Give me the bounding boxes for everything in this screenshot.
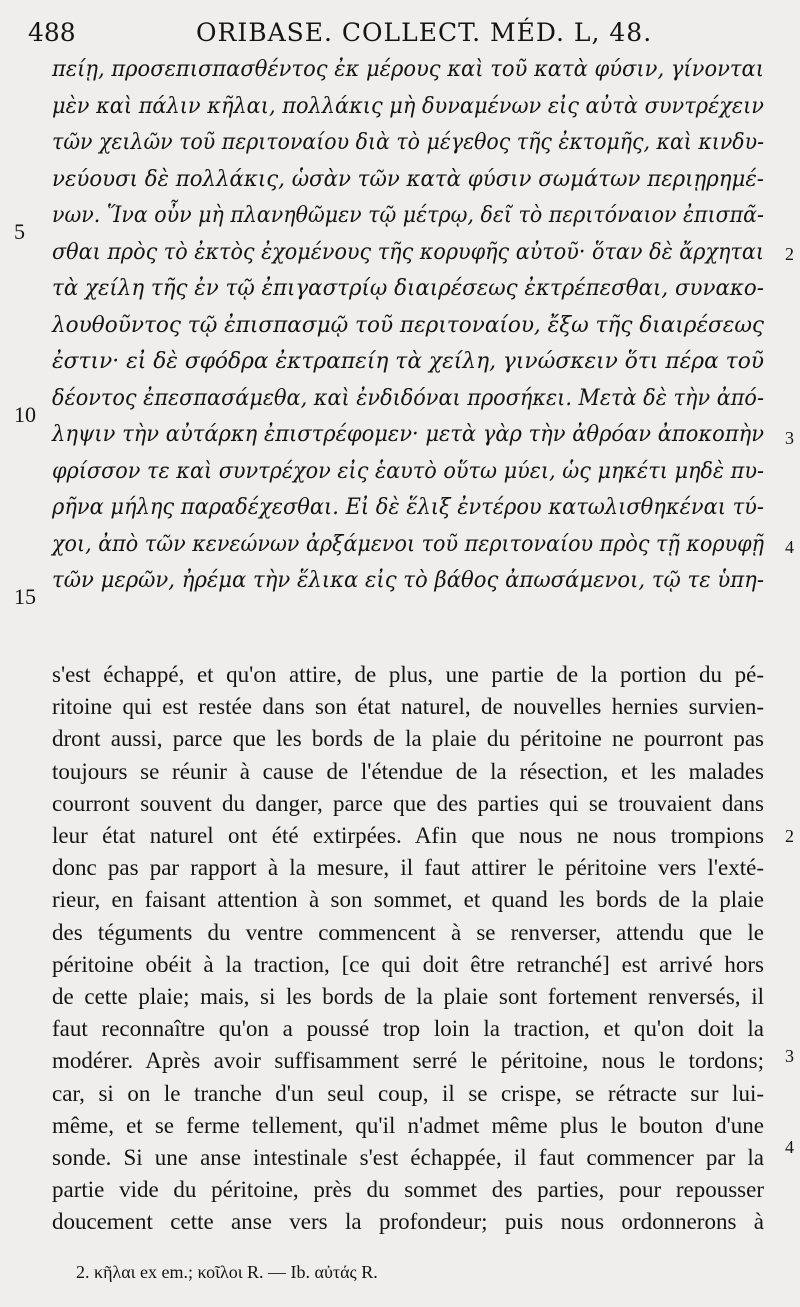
margin-number: 3 <box>785 1046 794 1066</box>
line-number: 15 <box>14 584 36 609</box>
french-line: de cette plaie; mais, si les bords de la plaie sont fortement renversés, il <box>52 984 764 1009</box>
margin-number: 4 <box>785 537 794 557</box>
french-line: même, et se ferme tellement, qu'il n'admet même plus le bouton d'une <box>52 1112 764 1138</box>
greek-line: μὲν καὶ πάλιν κῆλαι, πολλάκις μὴ δυναμένων εἰς αὐτὰ συντρέχειν <box>52 92 764 119</box>
french-line: péritoine obéit à la traction, [ce qui doit être retranché] est arrivé hors <box>52 951 764 977</box>
french-line: modérer. Après avoir suffisamment serré le péritoine, nous le tordons; <box>52 1048 764 1074</box>
line-number: 5 <box>14 219 25 244</box>
french-line: ritoine qui est restée dans son état naturel, de nouvelles hernies survien- <box>52 694 764 720</box>
greek-line: πείῃ, προσεπισπασθέντος ἐκ μέρους καὶ τοῦ κατὰ φύσιν, γίνονται <box>52 56 764 82</box>
french-line: sonde. Si une anse intestinale s'est échappée, il faut commencer par la <box>52 1145 764 1170</box>
greek-line: χοι, ἀπὸ τῶν κενεώνων ἀρξάμενοι τοῦ περιτοναίου πρὸς τῇ κορυφῇ <box>52 530 764 557</box>
page-header <box>0 14 800 54</box>
french-line: toujours se réunir à cause de l'étendue de la résection, et les malades <box>52 758 764 784</box>
french-line: car, si on le tranche d'un seul coup, il se crispe, se rétracte sur lui- <box>52 1080 764 1106</box>
margin-number: 2 <box>785 826 794 846</box>
greek-line: δέοντος ἐπεσπασάμεθα, καὶ ἐνδιδόναι προσήκει. Μετὰ δὲ τὴν ἀπό- <box>52 384 764 411</box>
french-line: doucement cette anse vers la profondeur; puis nous ordonnerons à <box>52 1209 764 1235</box>
margin-number: 2 <box>785 244 794 264</box>
greek-line: ρῆνα μήλης παραδέχεσθαι. Εἰ δὲ ἕλιξ ἐντέρου κατωλισθηκέναι τύ- <box>52 494 764 520</box>
greek-line: ληψιν τὴν αὐτάρκη ἐπιστρέφομεν· μετὰ γὰρ τὴν ἀθρόαν ἀποκοπὴν <box>52 421 764 447</box>
french-line: rieur, en faisant attention à son sommet, et quand les bords de la plaie <box>52 887 764 913</box>
footnote: 2. κῆλαι ex em.; κοῖλοι R. — Ib. αὐτάς R. <box>76 1262 378 1282</box>
greek-line: σθαι πρὸς τὸ ἐκτὸς ἐχομένους τῆς κορυφῆς αὐτοῦ· ὅταν δὲ ἄρχηται <box>52 238 764 265</box>
greek-line: φρίσσον τε καὶ συντρέχον εἰς ἑαυτὸ οὕτω μύει, ὡς μηκέτι μηδὲ πυ- <box>52 457 764 484</box>
greek-line: τὰ χείλη τῆς ἐν τῷ ἐπιγαστρίῳ διαιρέσεως ἐκτρέπεσθαι, συνακο- <box>52 275 764 301</box>
page-number: 488 <box>28 18 76 47</box>
margin-number: 3 <box>785 428 794 448</box>
french-line: dront aussi, parce que les bords de la plaie du péritoine ne pourront pas <box>52 726 764 752</box>
greek-line: νεύουσι δὲ πολλάκις, ὡσὰν τῶν κατὰ φύσιν σωμάτων περιῃρημέ- <box>52 165 764 192</box>
greek-line: νων. Ἵνα οὖν μὴ πλανηθῶμεν τῷ μέτρῳ, δεῖ τὸ περιτόναιον ἐπισπᾶ- <box>52 202 764 228</box>
french-line: donc pas par rapport à la mesure, il faut attirer le péritoine vers l'exté- <box>52 855 764 881</box>
running-title: ORIBASE. COLLECT. MÉD. L, 48. <box>196 18 653 47</box>
french-line: courront souvent du danger, parce que des parties qui se trouvaient dans <box>52 790 764 816</box>
french-line: faut reconnaître qu'on a poussé trop loin la traction, et qu'on doit la <box>52 1016 764 1042</box>
line-number: 10 <box>14 402 36 427</box>
french-line: des téguments du ventre commencent à se renverser, attendu que le <box>52 919 764 945</box>
french-line: s'est échappé, et qu'on attire, de plus, une partie de la portion du pé- <box>52 662 764 687</box>
french-line: partie vide du péritoine, près du sommet des parties, pour repousser <box>52 1177 764 1203</box>
greek-line: τῶν μερῶν, ἠρέμα τὴν ἕλικα εἰς τὸ βάθος ἀπωσάμενοι, τῷ τε ὑπη- <box>52 567 764 593</box>
margin-number: 4 <box>785 1137 794 1157</box>
greek-line: τῶν χειλῶν τοῦ περιτοναίου διὰ τὸ μέγεθος τῆς ἐκτομῆς, καὶ κινδυ- <box>52 129 764 155</box>
greek-line: ἐστιν· εἰ δὲ σφόδρα ἐκτραπείη τὰ χείλη, γινώσκειν ὅτι πέρα τοῦ <box>52 348 764 374</box>
french-line: leur état naturel ont été extirpées. Afin que nous ne nous trompions <box>52 823 764 848</box>
greek-line: λουθοῦντος τῷ ἐπισπασμῷ τοῦ περιτοναίου, ἔξω τῆς διαιρέσεως <box>52 311 764 338</box>
